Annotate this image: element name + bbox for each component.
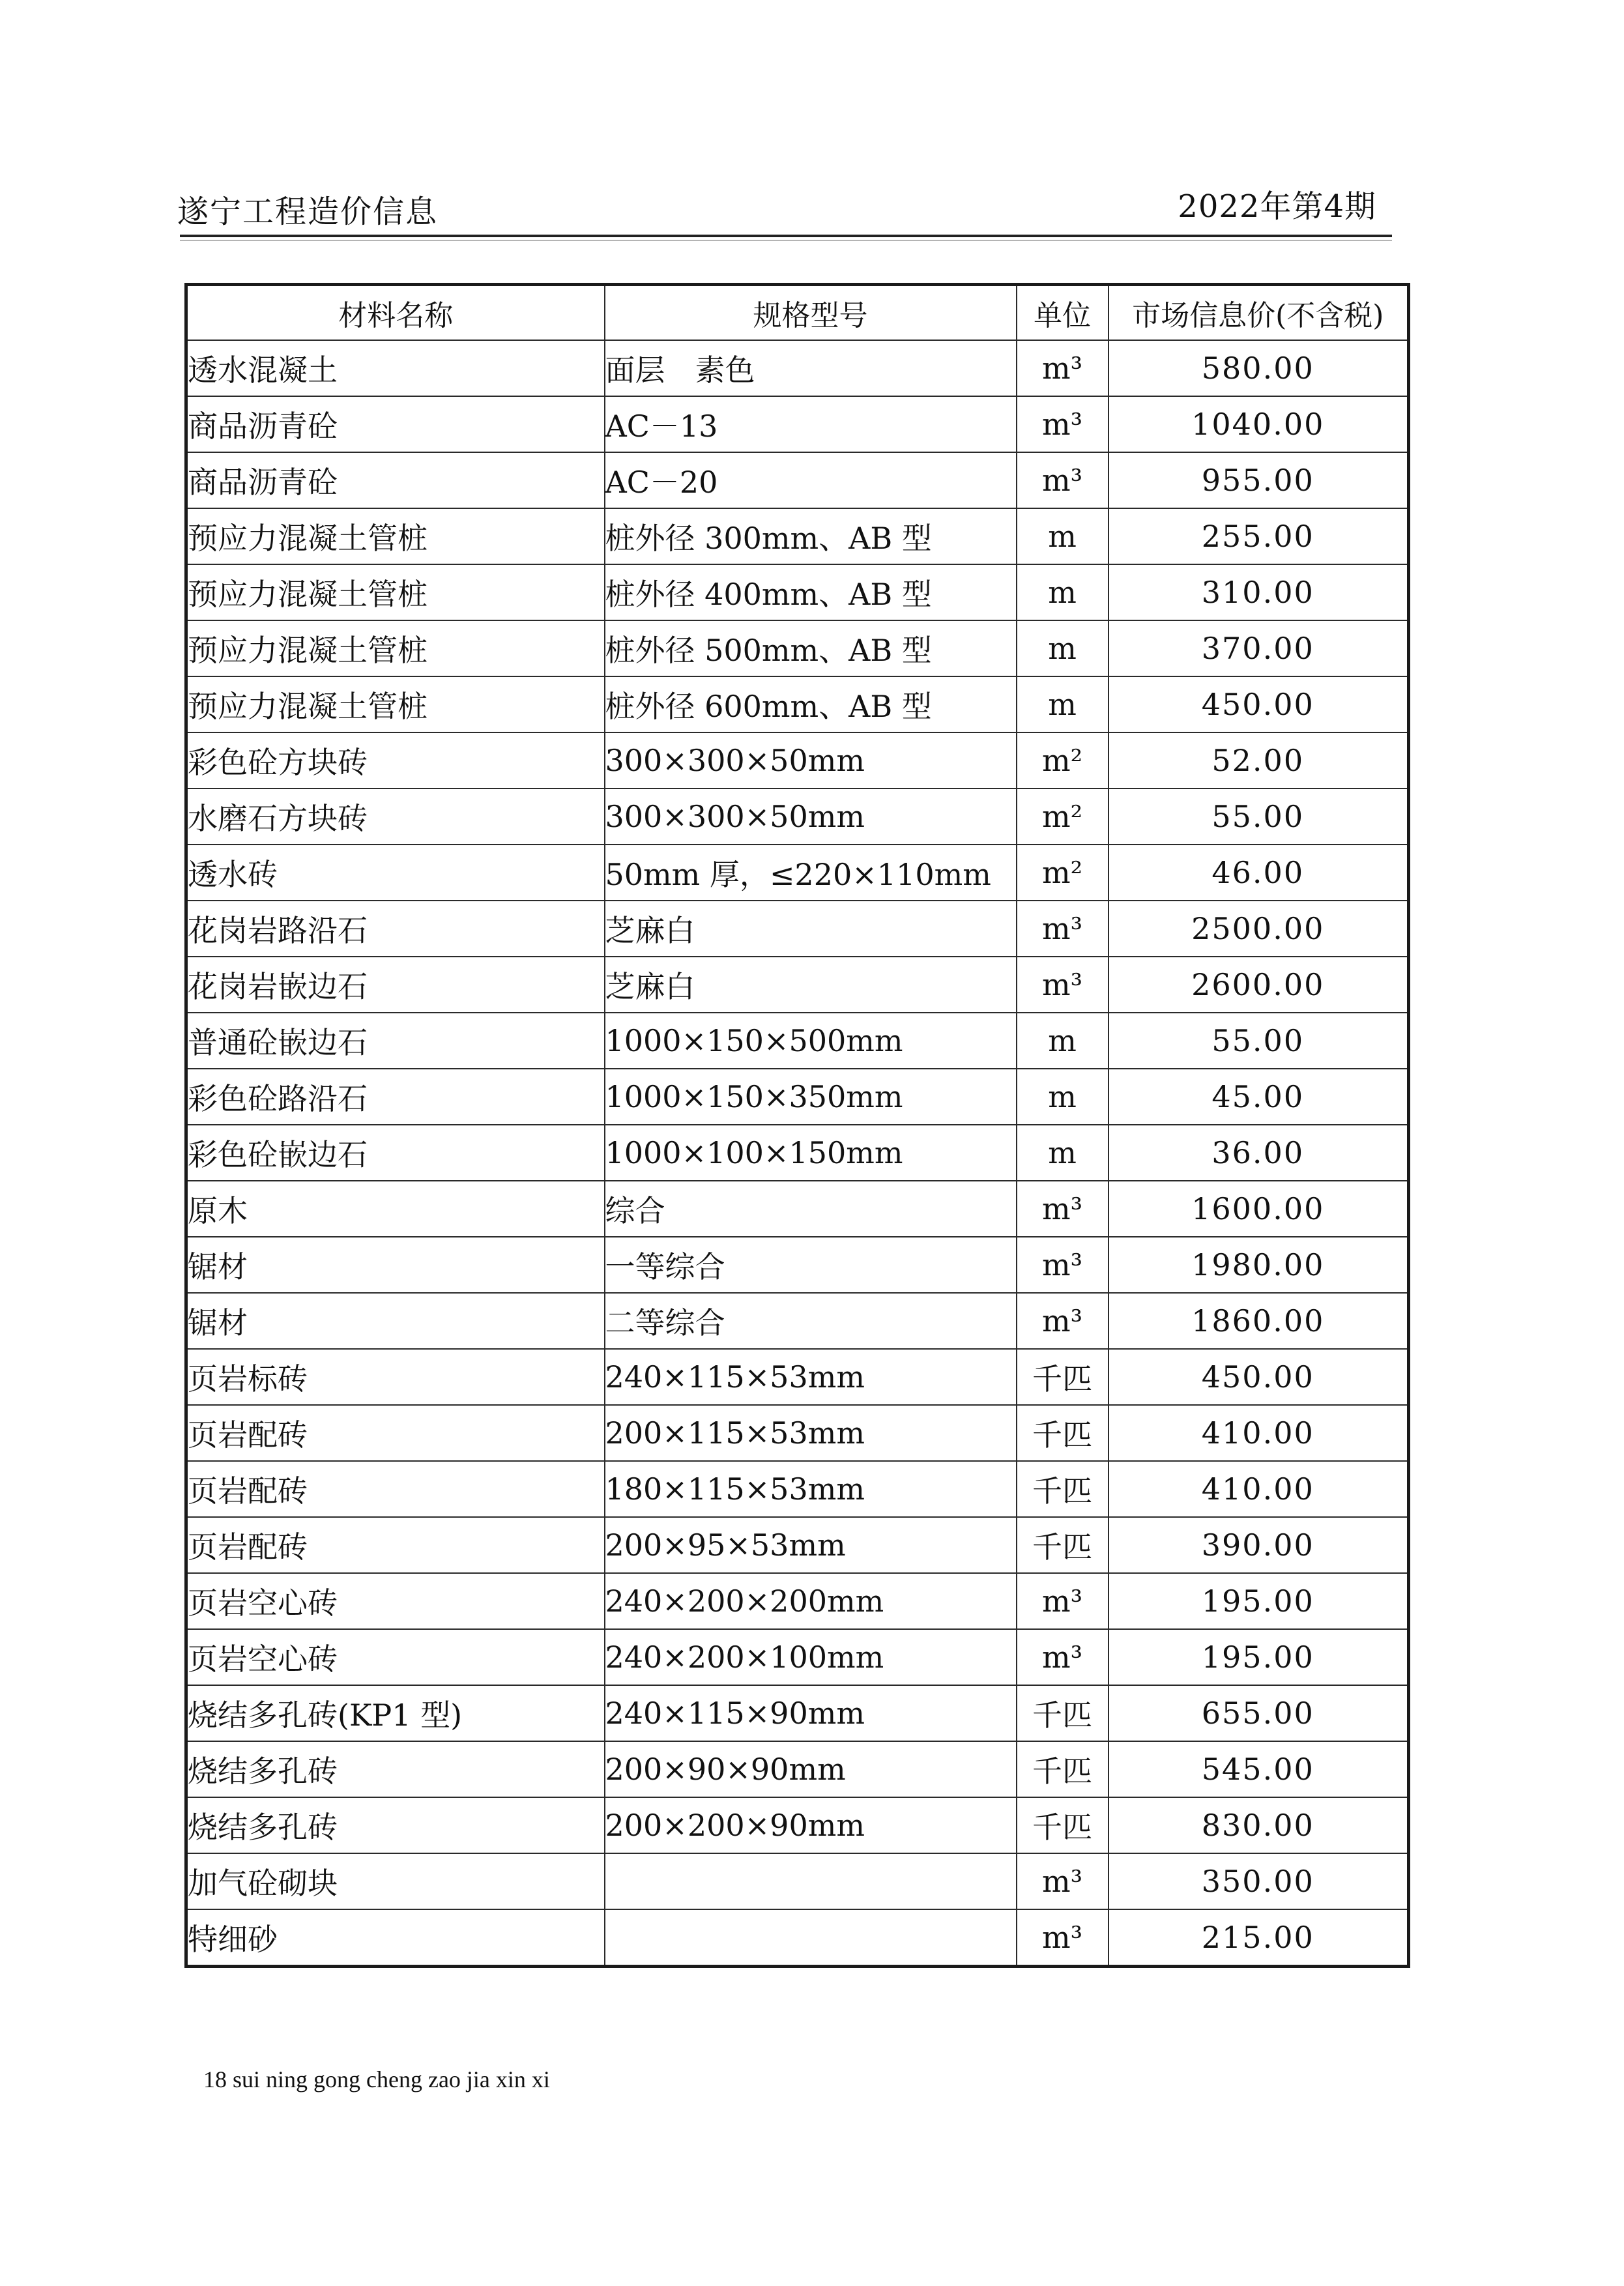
material-name-cell: 页岩空心砖 <box>186 1573 605 1629</box>
material-name-cell: 锯材 <box>186 1237 605 1293</box>
material-name-cell: 花岗岩路沿石 <box>186 901 605 957</box>
spec-cell: 240×200×200mm <box>605 1573 1017 1629</box>
price-cell: 390.00 <box>1109 1517 1409 1573</box>
table-row <box>186 1629 1409 1685</box>
spec-cell <box>605 1909 1017 1967</box>
column-header-spec: 规格型号 <box>605 285 1017 341</box>
price-cell: 2600.00 <box>1109 957 1409 1013</box>
unit-cell: m³ <box>1017 1629 1109 1685</box>
spec-cell: AC－13 <box>605 396 1017 452</box>
unit-cell: 千匹 <box>1017 1405 1109 1461</box>
unit-cell: m³ <box>1017 1853 1109 1909</box>
material-name-cell: 烧结多孔砖(KP1 型) <box>186 1685 605 1741</box>
material-name-cell: 页岩配砖 <box>186 1517 605 1573</box>
table-header-row <box>186 285 1409 341</box>
price-cell: 955.00 <box>1109 452 1409 508</box>
price-cell: 450.00 <box>1109 1349 1409 1405</box>
price-cell: 545.00 <box>1109 1741 1409 1797</box>
spec-cell: 1000×150×350mm <box>605 1069 1017 1125</box>
table-row <box>186 508 1409 564</box>
spec-cell: 300×300×50mm <box>605 732 1017 789</box>
unit-cell: 千匹 <box>1017 1461 1109 1517</box>
issue-label: 2022年第4期 <box>1178 188 1376 225</box>
material-name-cell: 页岩配砖 <box>186 1405 605 1461</box>
material-name-cell: 预应力混凝土管桩 <box>186 620 605 676</box>
price-cell: 580.00 <box>1109 340 1409 396</box>
material-name-cell: 花岗岩嵌边石 <box>186 957 605 1013</box>
spec-cell: 180×115×53mm <box>605 1461 1017 1517</box>
material-name-cell: 预应力混凝土管桩 <box>186 676 605 732</box>
table-row <box>186 1909 1409 1967</box>
price-cell: 1600.00 <box>1109 1181 1409 1237</box>
column-header-price: 市场信息价(不含税) <box>1109 285 1409 341</box>
material-name-cell: 彩色砼方块砖 <box>186 732 605 789</box>
unit-cell: m³ <box>1017 957 1109 1013</box>
price-cell: 655.00 <box>1109 1685 1409 1741</box>
spec-cell: 200×95×53mm <box>605 1517 1017 1573</box>
table-body <box>186 340 1409 1967</box>
table-row <box>186 1461 1409 1517</box>
price-cell: 1040.00 <box>1109 396 1409 452</box>
material-name-cell: 水磨石方块砖 <box>186 789 605 845</box>
price-cell: 830.00 <box>1109 1797 1409 1853</box>
unit-cell: 千匹 <box>1017 1741 1109 1797</box>
spec-cell: 200×200×90mm <box>605 1797 1017 1853</box>
material-name-cell: 原木 <box>186 1181 605 1237</box>
table-row <box>186 340 1409 396</box>
spec-cell: 1000×150×500mm <box>605 1013 1017 1069</box>
unit-cell: m³ <box>1017 340 1109 396</box>
material-name-cell: 锯材 <box>186 1293 605 1349</box>
table-row <box>186 396 1409 452</box>
unit-cell: m² <box>1017 732 1109 789</box>
spec-cell: 桩外径 500mm、AB 型 <box>605 620 1017 676</box>
table-row <box>186 1069 1409 1125</box>
table-row <box>186 957 1409 1013</box>
material-name-cell: 彩色砼嵌边石 <box>186 1125 605 1181</box>
table-row <box>186 1573 1409 1629</box>
unit-cell: m² <box>1017 789 1109 845</box>
unit-cell: 千匹 <box>1017 1517 1109 1573</box>
unit-cell: m <box>1017 564 1109 620</box>
table-row <box>186 1853 1409 1909</box>
price-cell: 36.00 <box>1109 1125 1409 1181</box>
material-name-cell: 商品沥青砼 <box>186 452 605 508</box>
table-row <box>186 452 1409 508</box>
unit-cell: 千匹 <box>1017 1685 1109 1741</box>
table-row <box>186 845 1409 901</box>
table-row <box>186 1125 1409 1181</box>
material-name-cell: 透水混凝土 <box>186 340 605 396</box>
spec-cell: 300×300×50mm <box>605 789 1017 845</box>
table-row <box>186 676 1409 732</box>
unit-cell: 千匹 <box>1017 1349 1109 1405</box>
spec-cell: 一等综合 <box>605 1237 1017 1293</box>
material-name-cell: 烧结多孔砖 <box>186 1741 605 1797</box>
table-row <box>186 732 1409 789</box>
unit-cell: m³ <box>1017 1237 1109 1293</box>
material-name-cell: 页岩配砖 <box>186 1461 605 1517</box>
material-name-cell: 预应力混凝土管桩 <box>186 564 605 620</box>
unit-cell: m <box>1017 1125 1109 1181</box>
spec-cell: 面层 素色 <box>605 340 1017 396</box>
spec-cell: 芝麻白 <box>605 957 1017 1013</box>
material-name-cell: 特细砂 <box>186 1909 605 1967</box>
unit-cell: m³ <box>1017 1181 1109 1237</box>
spec-cell <box>605 1853 1017 1909</box>
price-cell: 410.00 <box>1109 1461 1409 1517</box>
price-cell: 310.00 <box>1109 564 1409 620</box>
material-name-cell: 页岩空心砖 <box>186 1629 605 1685</box>
table-row <box>186 1685 1409 1741</box>
column-header-unit: 单位 <box>1017 285 1109 341</box>
table-row <box>186 564 1409 620</box>
unit-cell: m <box>1017 620 1109 676</box>
table-row <box>186 901 1409 957</box>
spec-cell: 综合 <box>605 1181 1017 1237</box>
spec-cell: 二等综合 <box>605 1293 1017 1349</box>
table-row <box>186 1293 1409 1349</box>
table-row <box>186 1517 1409 1573</box>
spec-cell: 1000×100×150mm <box>605 1125 1017 1181</box>
header-divider <box>180 235 1392 237</box>
spec-cell: 芝麻白 <box>605 901 1017 957</box>
material-price-table <box>184 283 1410 1968</box>
unit-cell: m³ <box>1017 396 1109 452</box>
material-name-cell: 烧结多孔砖 <box>186 1797 605 1853</box>
material-name-cell: 普通砼嵌边石 <box>186 1013 605 1069</box>
table-row <box>186 1013 1409 1069</box>
price-cell: 215.00 <box>1109 1909 1409 1967</box>
spec-cell: 桩外径 300mm、AB 型 <box>605 508 1017 564</box>
page-footer: 18 sui ning gong cheng zao jia xin xi <box>203 2066 550 2092</box>
table-row <box>186 1181 1409 1237</box>
price-cell: 370.00 <box>1109 620 1409 676</box>
column-header-material-name: 材料名称 <box>186 285 605 341</box>
spec-cell: 240×115×90mm <box>605 1685 1017 1741</box>
price-cell: 410.00 <box>1109 1405 1409 1461</box>
price-cell: 55.00 <box>1109 789 1409 845</box>
spec-cell: 240×115×53mm <box>605 1349 1017 1405</box>
material-name-cell: 透水砖 <box>186 845 605 901</box>
price-cell: 52.00 <box>1109 732 1409 789</box>
price-cell: 255.00 <box>1109 508 1409 564</box>
table-row <box>186 1741 1409 1797</box>
table-row <box>186 1349 1409 1405</box>
unit-cell: m³ <box>1017 1293 1109 1349</box>
unit-cell: m <box>1017 676 1109 732</box>
price-cell: 1980.00 <box>1109 1237 1409 1293</box>
material-name-cell: 页岩标砖 <box>186 1349 605 1405</box>
unit-cell: m³ <box>1017 1573 1109 1629</box>
material-name-cell: 彩色砼路沿石 <box>186 1069 605 1125</box>
price-cell: 450.00 <box>1109 676 1409 732</box>
unit-cell: m² <box>1017 845 1109 901</box>
table-row <box>186 1405 1409 1461</box>
material-name-cell: 预应力混凝土管桩 <box>186 508 605 564</box>
table-row <box>186 620 1409 676</box>
price-cell: 195.00 <box>1109 1573 1409 1629</box>
unit-cell: m <box>1017 1013 1109 1069</box>
spec-cell: AC－20 <box>605 452 1017 508</box>
material-name-cell: 加气砼砌块 <box>186 1853 605 1909</box>
unit-cell: 千匹 <box>1017 1797 1109 1853</box>
price-cell: 1860.00 <box>1109 1293 1409 1349</box>
unit-cell: m <box>1017 508 1109 564</box>
price-cell: 45.00 <box>1109 1069 1409 1125</box>
table-row <box>186 1237 1409 1293</box>
unit-cell: m³ <box>1017 901 1109 957</box>
price-cell: 55.00 <box>1109 1013 1409 1069</box>
price-cell: 195.00 <box>1109 1629 1409 1685</box>
spec-cell: 50mm 厚，≤220×110mm <box>605 845 1017 901</box>
spec-cell: 240×200×100mm <box>605 1629 1017 1685</box>
spec-cell: 200×115×53mm <box>605 1405 1017 1461</box>
table-row <box>186 1797 1409 1853</box>
spec-cell: 桩外径 600mm、AB 型 <box>605 676 1017 732</box>
price-cell: 350.00 <box>1109 1853 1409 1909</box>
table-row <box>186 789 1409 845</box>
spec-cell: 桩外径 400mm、AB 型 <box>605 564 1017 620</box>
price-cell: 2500.00 <box>1109 901 1409 957</box>
unit-cell: m <box>1017 1069 1109 1125</box>
publication-title: 遂宁工程造价信息 <box>177 194 439 230</box>
price-cell: 46.00 <box>1109 845 1409 901</box>
spec-cell: 200×90×90mm <box>605 1741 1017 1797</box>
unit-cell: m³ <box>1017 452 1109 508</box>
unit-cell: m³ <box>1017 1909 1109 1967</box>
material-name-cell: 商品沥青砼 <box>186 396 605 452</box>
